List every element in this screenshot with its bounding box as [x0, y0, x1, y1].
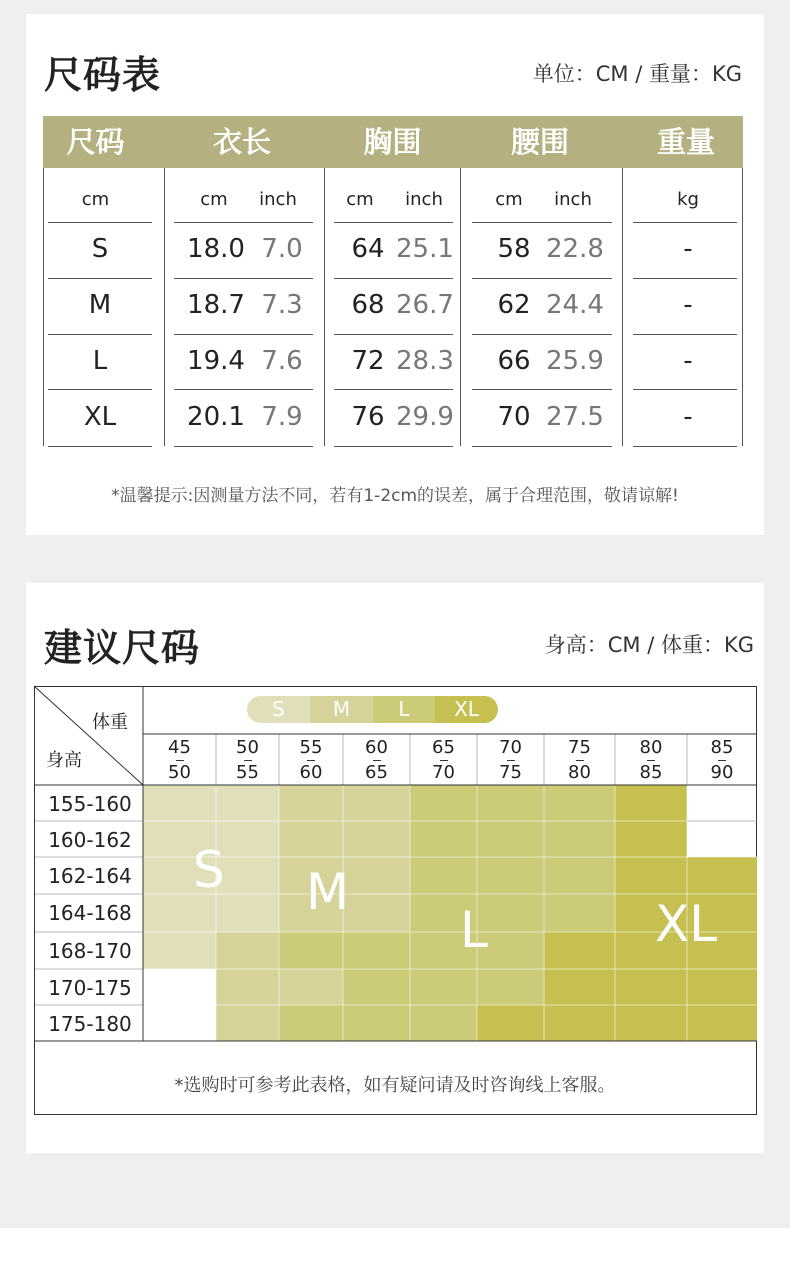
size-chart-header-bar — [43, 116, 743, 168]
table-cell-length-cm: 18.7 — [187, 290, 245, 320]
measurement-note: *温馨提示:因测量方法不同，若有1-2cm的误差，属于合理范围，敬请谅解! — [111, 486, 679, 506]
size-legend — [247, 696, 498, 723]
legend-m: M — [310, 696, 373, 723]
subheader-weight-kg: kg — [677, 189, 699, 210]
size-chart-card — [26, 14, 764, 535]
table-cell-waist-inch: 25.9 — [546, 346, 604, 376]
table-cell-chest-cm: 68 — [351, 290, 385, 320]
table-cell-waist-cm: 70 — [497, 402, 531, 432]
subheader-chest-cm: cm — [346, 189, 374, 210]
weight-range-header: 60 65 — [365, 737, 388, 783]
subheader-size-cm: cm — [81, 189, 110, 210]
table-cell-weight: - — [683, 402, 693, 432]
header-size: 尺码 — [66, 125, 125, 159]
size-chart-title: 尺码表 — [44, 53, 162, 97]
recommend-unit: 身高：CM / 体重：KG — [544, 633, 754, 657]
table-cell-size: L — [92, 346, 108, 376]
height-range-label: 162-164 — [48, 864, 132, 888]
weight-range-header: 75 80 — [568, 737, 591, 783]
table-cell-waist-inch: 27.5 — [546, 402, 604, 432]
legend-xl: XL — [435, 696, 498, 723]
subheader-waist-cm: cm — [495, 189, 523, 210]
height-range-label: 170-175 — [48, 976, 132, 1000]
table-divider — [324, 168, 325, 446]
table-cell-weight: - — [683, 346, 693, 376]
table-cell-waist-inch: 24.4 — [546, 290, 604, 320]
table-cell-size: S — [91, 234, 109, 264]
header-chest: 胸围 — [363, 125, 422, 159]
zone-label-xl: XL — [655, 895, 718, 953]
size-chart-unit: 单位：CM / 重量：KG — [532, 62, 742, 86]
table-cell-size: M — [88, 290, 112, 320]
weight-range-header: 50 55 — [236, 737, 259, 783]
table-cell-chest-inch: 29.9 — [396, 402, 454, 432]
table-cell-weight: - — [683, 234, 693, 264]
weight-range-header: 55 60 — [299, 737, 323, 783]
table-cell-chest-cm: 64 — [351, 234, 385, 264]
zone-label-s: S — [193, 841, 225, 899]
purchase-note: *选购时可参考此表格，如有疑问请及时咨询线上客服。 — [174, 1075, 616, 1096]
table-divider — [460, 168, 461, 446]
table-cell-chest-cm: 72 — [351, 346, 385, 376]
header-length: 衣长 — [212, 125, 271, 159]
weight-range-header: 70 75 — [499, 737, 522, 783]
height-range-label: 175-180 — [48, 1012, 132, 1036]
header-waist: 腰围 — [510, 125, 569, 159]
table-cell-waist-cm: 62 — [497, 290, 531, 320]
table-cell-chest-inch: 26.7 — [396, 290, 454, 320]
header-weight: 重量 — [656, 125, 715, 159]
legend-s: S — [247, 696, 310, 723]
subheader-length-inch: inch — [259, 189, 297, 210]
table-divider — [164, 168, 165, 446]
recommend-card — [26, 583, 764, 1153]
table-cell-length-inch: 7.9 — [261, 402, 303, 432]
height-range-label: 160-162 — [48, 828, 132, 852]
subheader-chest-inch: inch — [405, 189, 443, 210]
table-divider — [622, 168, 623, 446]
table-cell-waist-cm: 66 — [497, 346, 531, 376]
table-divider — [742, 168, 743, 446]
weight-range-header: 45 50 — [168, 737, 191, 783]
legend-l: L — [373, 696, 435, 723]
table-cell-chest-inch: 28.3 — [396, 346, 454, 376]
height-range-label: 168-170 — [48, 939, 132, 963]
table-cell-chest-inch: 25.1 — [396, 234, 454, 264]
table-cell-chest-cm: 76 — [351, 402, 385, 432]
corner-weight-label: 体重 — [92, 712, 128, 733]
table-cell-length-inch: 7.6 — [261, 346, 303, 376]
corner-height-label: 身高 — [46, 750, 82, 771]
table-cell-weight: - — [683, 290, 693, 320]
table-cell-length-inch: 7.3 — [261, 290, 303, 320]
zone-label-l: L — [460, 901, 488, 959]
height-range-label: 164-168 — [48, 901, 132, 925]
table-cell-length-cm: 20.1 — [187, 402, 245, 432]
height-range-label: 155-160 — [48, 792, 132, 816]
zone-label-m: M — [306, 863, 350, 921]
weight-range-header: 65 70 — [432, 737, 455, 783]
subheader-waist-inch: inch — [554, 189, 592, 210]
subheader-length-cm: cm — [200, 189, 228, 210]
weight-range-header: 80 85 — [639, 737, 663, 783]
table-divider — [43, 168, 44, 446]
table-cell-waist-inch: 22.8 — [546, 234, 604, 264]
bottom-band — [0, 1228, 790, 1270]
table-cell-size: XL — [83, 402, 117, 432]
table-cell-waist-cm: 58 — [497, 234, 531, 264]
weight-range-header: 85 90 — [710, 737, 734, 783]
table-cell-length-cm: 19.4 — [187, 346, 245, 376]
table-cell-length-cm: 18.0 — [187, 234, 245, 264]
table-cell-length-inch: 7.0 — [261, 234, 303, 264]
recommend-title: 建议尺码 — [44, 626, 201, 670]
